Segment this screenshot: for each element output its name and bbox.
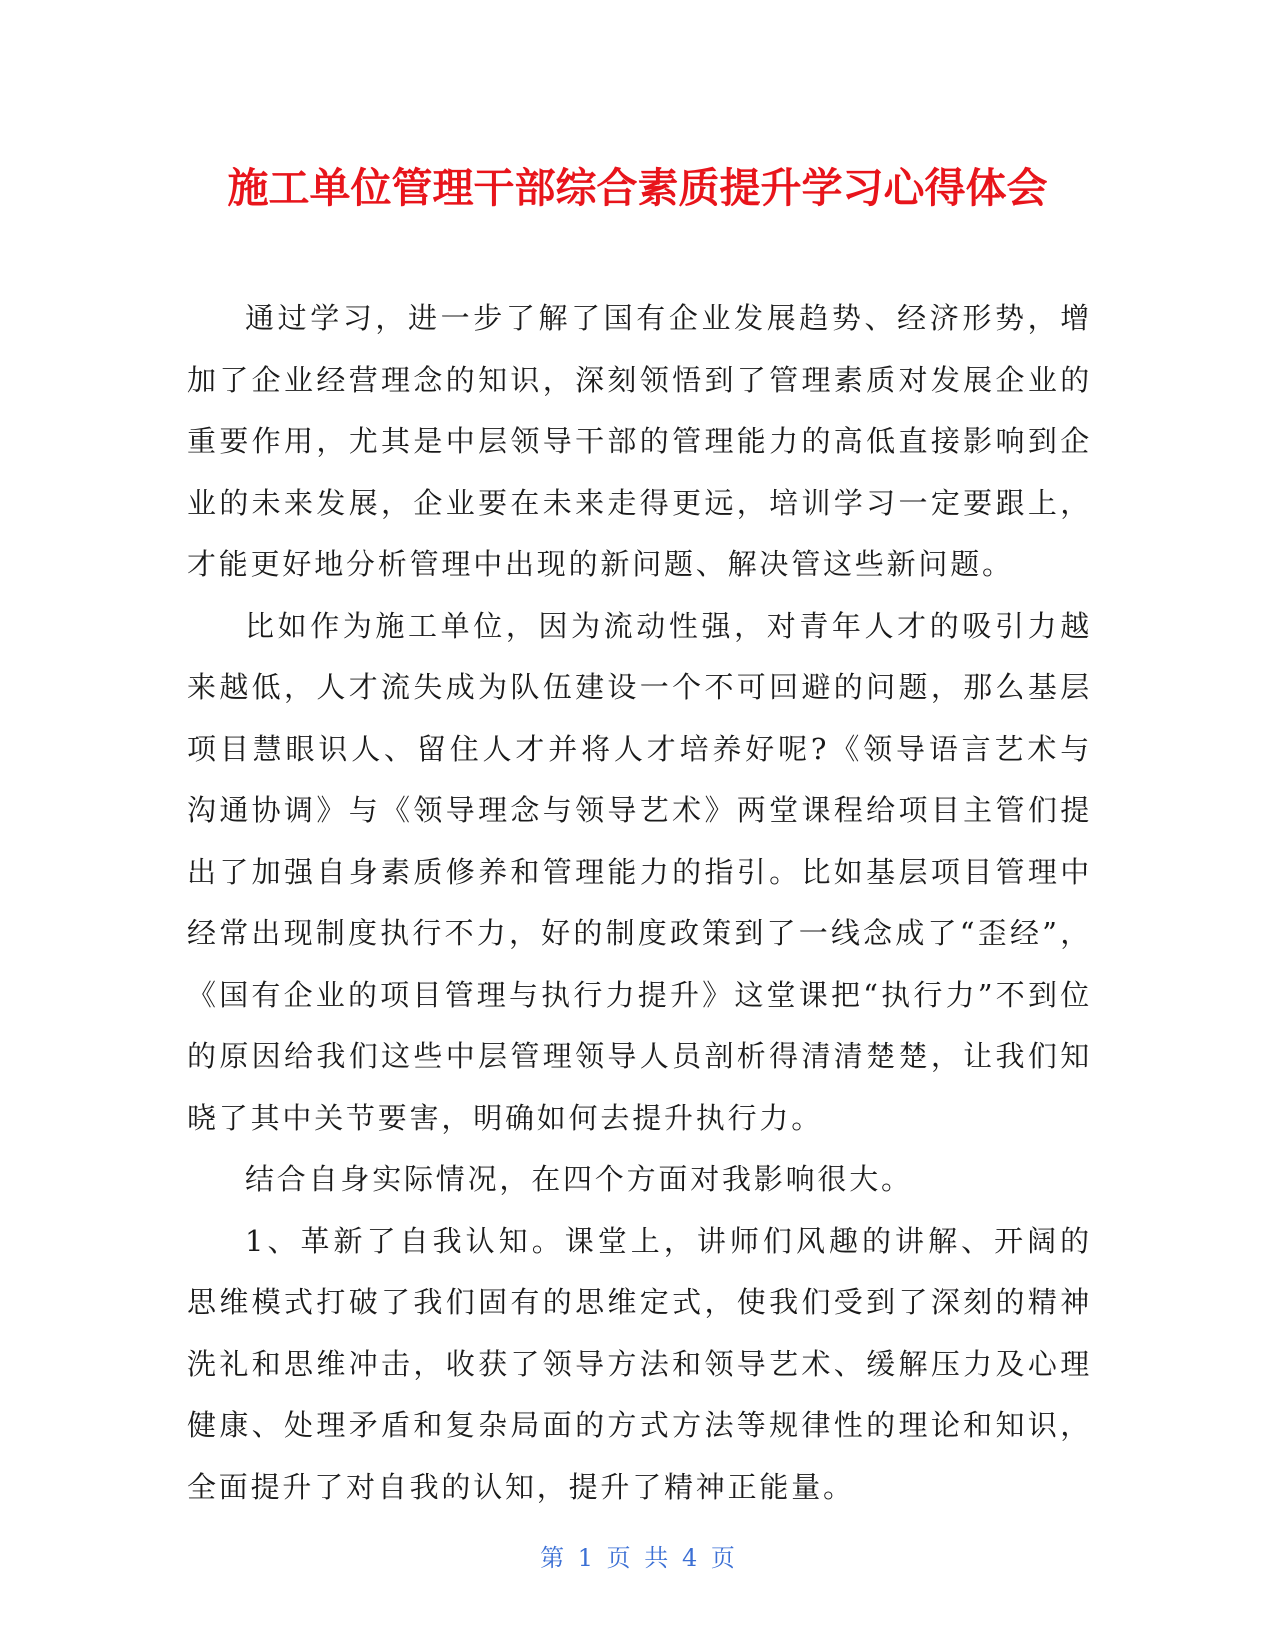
paragraph-2: 比如作为施工单位，因为流动性强，对青年人才的吸引力越来越低，人才流失成为队伍建设一个不可回避的问题，那么基层项目慧眼识人、留住人才并将人才培养好呢?《领导语言艺术与沟通协调》与《领导理念与领导艺术》两堂课程给项目主管们提出了加强自身素质修养和管理能力的指引。比如基层项目管理中经常出现制度执行不力，好的制度政策到了一线念成了“歪经”，《国有企业的项目管理与执行力提升》这堂课把“执行力”不到位的原因给我们这些中层管理领导人员剖析得清清楚楚，让我们知晓了其中关节要害，明确如何去提升执行力。 [187, 608, 1092, 1135]
paragraph-1: 通过学习，进一步了解了国有企业发展趋势、经济形势，增加了企业经营理念的知识，深刻领悟到了管理素质对发展企业的重要作用，尤其是中层领导干部的管理能力的高低直接影响到企业的未来发展，企业要在未来走得更远，培训学习一定要跟上，才能更好地分析管理中出现的新问题、解决管这些新问题。 [187, 301, 1092, 581]
paragraph-4: 1、革新了自我认知。课堂上，讲师们风趣的讲解、开阔的思维模式打破了我们固有的思维定式，使我们受到了深刻的精神洗礼和思维冲击，收获了领导方法和领导艺术、缓解压力及心理健康、处理矛盾和复杂局面的方式方法等规律性的理论和知识，全面提升了对自我的认知，提升了精神正能量。 [187, 1223, 1092, 1504]
document-body [187, 288, 1092, 1518]
paragraph-3: 结合自身实际情况，在四个方面对我影响很大。 [245, 1162, 913, 1196]
document-title: 施工单位管理干部综合素质提升学习心得体会 [227, 164, 1048, 212]
page-number-footer: 第 1 页 共 4 页 [540, 1544, 735, 1572]
